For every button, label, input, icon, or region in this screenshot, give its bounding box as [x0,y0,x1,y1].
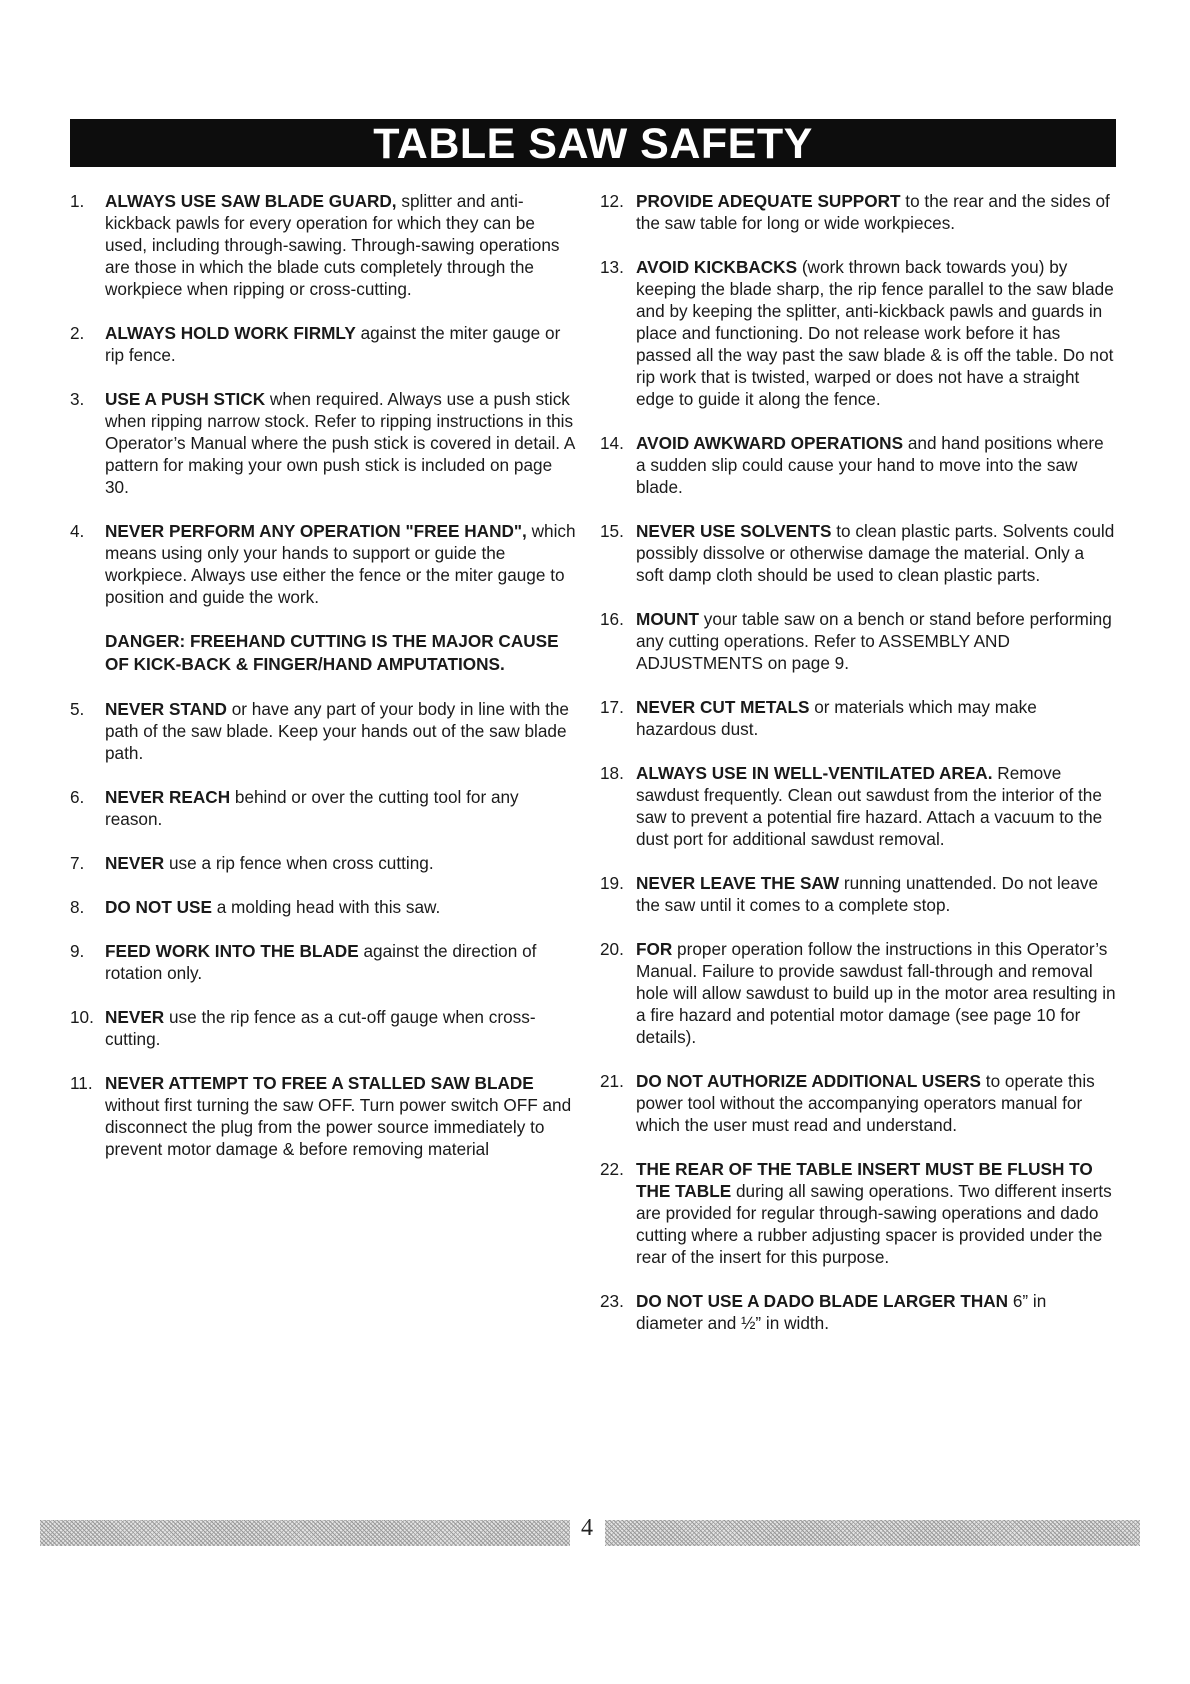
item-body: to operate this power tool without the accompanying operators manual for which the user must read and understand. [636,1071,1095,1135]
safety-item [70,786,580,830]
item-body: and hand positions where a sudden slip could cause your hand to move into the saw blade. [636,433,1104,497]
item-number: 5. [70,699,85,719]
item-heading: DO NOT USE [105,897,212,917]
safety-list-right [600,190,1116,1334]
item-text [636,762,1116,850]
item-text [636,608,1116,674]
item-body: against the miter gauge or rip fence. [105,323,561,365]
item-body: proper operation follow the instructions in this Operator’s Manual. Failure to provide sawdust fall-through and removal hole will allow sawdust to build up in the motor area resulting in a fire hazard and potential motor damage (see page 10 for details). [636,939,1116,1047]
safety-item [70,520,580,608]
item-heading: NEVER LEAVE THE SAW [636,873,840,893]
safety-item [70,852,580,874]
item-body: or have any part of your body in line with the path of the saw blade. Keep your hands out of the saw blade path. [105,699,569,763]
item-text [636,872,1116,916]
item-body: behind or over the cutting tool for any reason. [105,787,519,829]
item-number: 2. [70,323,85,343]
item-text [636,520,1116,586]
danger-warning: DANGER: FREEHAND CUTTING IS THE MAJOR CAUSE OF KICK-BACK & FINGER/HAND AMPUTATIONS. [105,631,559,674]
item-heading: AVOID KICKBACKS [636,257,798,277]
safety-item [70,322,580,366]
item-number: 9. [70,941,85,961]
item-heading: NEVER ATTEMPT TO FREE A STALLED SAW BLADE [105,1073,534,1093]
item-number: 14. [600,433,624,453]
item-body: which means using only your hands to support or guide the workpiece. Always use either the fence or the miter gauge to position and guide the work. [105,521,576,607]
left-column [70,190,580,1182]
safety-item [600,1290,1116,1334]
item-number: 17. [600,697,624,717]
item-number: 3. [70,389,85,409]
item-number: 22. [600,1159,624,1179]
item-body: without first turning the saw OFF. Turn power switch OFF and disconnect the plug from the power source immediately to prevent motor damage & before removing material [105,1095,572,1159]
item-number: 4. [70,521,85,541]
item-heading: ALWAYS USE SAW BLADE GUARD, [105,191,397,211]
item-body: 6” in diameter and ½” in width. [636,1291,1047,1333]
safety-item [600,432,1116,498]
safety-item [600,520,1116,586]
safety-item [600,190,1116,234]
safety-item [600,608,1116,674]
item-body: splitter and anti-kickback pawls for every operation for which they can be used, including through-sawing. Through-sawing operations are those in which the blade cuts completely through the workpiece when ripping or cross-cutting. [105,191,560,299]
item-heading: NEVER REACH [105,787,231,807]
safety-item [600,872,1116,916]
item-body: (work thrown back towards you) by keeping the blade sharp, the rip fence parallel to the saw blade and by keeping the splitter, anti-kickback pawls and guards in place and functioning. Do not release work before it has passed all the way past the saw blade & is off the table. Do not rip work that is twisted, warped or does not have a straight edge to guide it along the fence. [636,257,1114,409]
footer-pattern-right [605,1520,1140,1546]
item-heading: DO NOT AUTHORIZE ADDITIONAL USERS [636,1071,982,1091]
item-text [636,190,1116,234]
item-number: 19. [600,873,624,893]
item-number: 6. [70,787,85,807]
item-text [105,896,580,918]
item-heading: MOUNT [636,609,700,629]
item-body: use a rip fence when cross cutting. [164,853,434,873]
safety-item [600,762,1116,850]
item-number: 21. [600,1071,624,1091]
item-number: 12. [600,191,624,211]
item-heading: FOR [636,939,673,959]
item-text [105,322,580,366]
item-heading: ALWAYS HOLD WORK FIRMLY [105,323,356,343]
item-text [105,520,580,608]
item-number: 1. [70,191,85,211]
item-text [105,190,580,300]
item-heading: NEVER STAND [105,699,227,719]
safety-item [70,190,580,300]
item-body: against the direction of rotation only. [105,941,537,983]
item-text [636,1070,1116,1136]
item-body: use the rip fence as a cut-off gauge when cross-cutting. [105,1007,536,1049]
safety-item [70,896,580,918]
safety-item [600,1158,1116,1268]
item-heading: NEVER PERFORM ANY OPERATION "FREE HAND", [105,521,527,541]
item-number: 10. [70,1007,94,1027]
item-text [105,786,580,830]
safety-item [70,388,580,498]
item-number: 8. [70,897,85,917]
item-text [636,1290,1116,1334]
page-title: TABLE SAW SAFETY [70,119,1116,167]
item-text [105,940,580,984]
safety-item [600,696,1116,740]
safety-item [600,938,1116,1048]
safety-item [70,940,580,984]
item-text [636,696,1116,740]
item-body: to the rear and the sides of the saw table for long or wide workpieces. [636,191,1110,233]
item-text [105,852,580,874]
item-text [636,256,1116,410]
item-text [105,1072,580,1160]
item-body: running unattended. Do not leave the saw until it comes to a complete stop. [636,873,1099,915]
item-body: or materials which may make hazardous dust. [636,697,1037,739]
item-text [636,432,1116,498]
item-heading: NEVER CUT METALS [636,697,810,717]
item-heading: NEVER [105,1007,165,1027]
safety-item [600,1070,1116,1136]
safety-item [600,256,1116,410]
safety-list-left-2 [70,698,580,1160]
safety-item [70,698,580,764]
right-column [600,190,1116,1356]
safety-item [70,1072,580,1160]
footer-pattern-left [40,1520,570,1546]
item-body: a molding head with this saw. [211,897,441,917]
item-heading: AVOID AWKWARD OPERATIONS [636,433,904,453]
item-body: during all sawing operations. Two different inserts are provided for regular through-sawing operations and dado cutting where a rubber adjusting spacer is provided under the rear of the insert for this purpose. [636,1181,1112,1267]
safety-list-left-1 [70,190,580,608]
item-body: when required. Always use a push stick when ripping narrow stock. Refer to ripping instructions in this Operator’s Manual where the push stick is covered in detail. A pattern for making your own push stick is included on page 30. [105,389,575,497]
item-text [636,938,1116,1048]
item-heading: NEVER [105,853,165,873]
item-text [636,1158,1116,1268]
safety-item [70,1006,580,1050]
item-body: Remove sawdust frequently. Clean out sawdust from the interior of the saw to prevent a potential fire hazard. Attach a vacuum to the dust port for additional sawdust removal. [636,763,1103,849]
item-number: 11. [70,1073,93,1093]
item-heading: DO NOT USE A DADO BLADE LARGER THAN [636,1291,1009,1311]
item-heading: USE A PUSH STICK [105,389,266,409]
item-heading: PROVIDE ADEQUATE SUPPORT [636,191,901,211]
item-heading: ALWAYS USE IN WELL-VENTILATED AREA. [636,763,993,783]
item-number: 20. [600,939,624,959]
item-heading: THE REAR OF THE TABLE INSERT MUST BE FLUSH TO THE TABLE [636,1159,1093,1201]
item-number: 13. [600,257,624,277]
item-text [105,1006,580,1050]
item-body: your table saw on a bench or stand before performing any cutting operations. Refer to ASSEMBLY AND ADJUSTMENTS on page 9. [636,609,1112,673]
item-text [105,388,580,498]
item-body: to clean plastic parts. Solvents could possibly dissolve or otherwise damage the material. Only a soft damp cloth should be used to clean plastic parts. [636,521,1115,585]
item-number: 18. [600,763,624,783]
item-heading: NEVER USE SOLVENTS [636,521,832,541]
item-text [105,698,580,764]
item-heading: FEED WORK INTO THE BLADE [105,941,359,961]
item-number: 7. [70,853,85,873]
item-number: 23. [600,1291,624,1311]
page-number: 4 [581,1515,593,1541]
item-number: 15. [600,521,624,541]
item-number: 16. [600,609,624,629]
